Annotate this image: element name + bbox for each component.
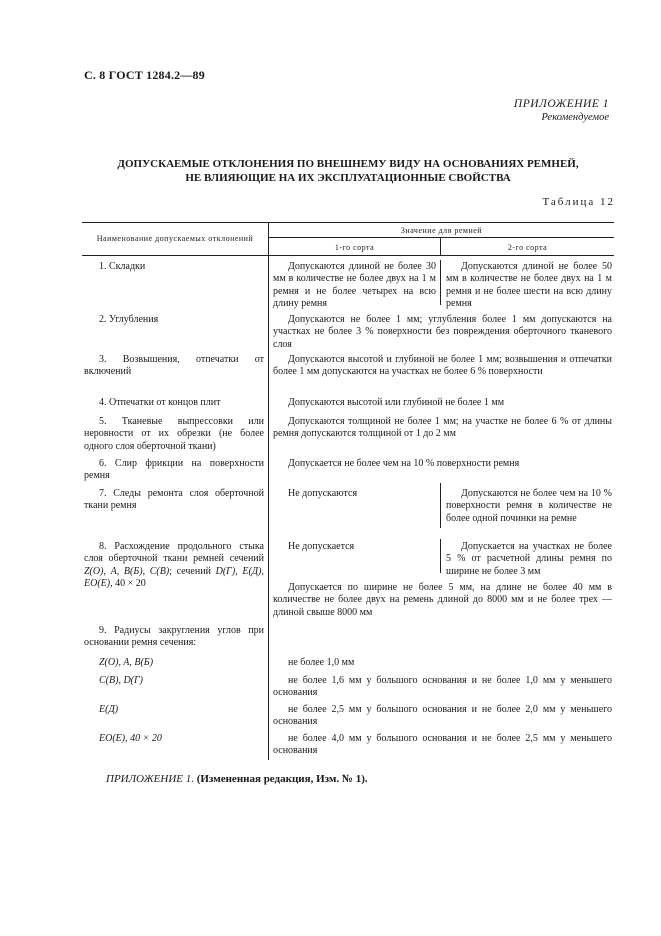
section-b: B(Б) xyxy=(123,565,143,577)
row-value-folds-grade2: Допускаются длиной не более 50 мм в количестве не более двух на 1 м ремня и не более шести на всю длину ремня xyxy=(446,261,612,309)
column-header-grade1: 1-го сорта xyxy=(334,243,375,252)
row-value-fabric-extrusions: Допускаются толщиной не более 1 мм; на участке не более 6 % от длины ремня допускаются толщиной от 1 до 2 мм xyxy=(273,416,612,440)
section-d: D(Г) xyxy=(215,565,236,577)
column-header-name: Наименование допускаемых отклонений xyxy=(96,234,254,243)
row-value-plate-marks: Допускаются высотой или глубиной не более 1 мм xyxy=(288,397,505,408)
header-bottom-rule xyxy=(82,255,614,256)
row-name-recesses: 2. Углубления xyxy=(99,314,159,325)
radius-section-e: E(Д) xyxy=(99,704,119,715)
table-top-rule xyxy=(82,222,614,223)
column-divider-main xyxy=(268,222,269,760)
row-value-protrusions: Допускаются высотой и глубиной не более 1 мм; возвышения и отпечатки более 1 мм допускаются на участках не более 6 % поверхности xyxy=(273,354,612,378)
radius-value-z-a-b: не более 1,0 мм xyxy=(288,657,355,668)
appendix-status: Рекомендуемое xyxy=(541,112,609,123)
section-z: Z(O) xyxy=(84,565,104,577)
row-name-plate-marks: 4. Отпечатки от концов плит xyxy=(99,397,221,408)
row-value-seam-sections: Допускается по ширине не более 5 мм, на длине не более 40 мм в количестве не более двух на ремень длиной до 8000 мм и не более трех — длиной свыше 8000 мм xyxy=(273,582,612,618)
section-e: E(Д) xyxy=(242,565,262,577)
row-name-friction-layer: 6. Слир фрикции на поверхности ремня xyxy=(84,458,264,482)
grade-divider-row8 xyxy=(440,539,441,573)
sep-3: , xyxy=(142,565,150,577)
title-line-1: ДОПУСКАЕМЫЕ ОТКЛОНЕНИЯ ПО ВНЕШНЕМУ ВИДУ НА ОСНОВАНИЯХ РЕМНЕЙ, xyxy=(117,158,579,170)
row-name-corner-radii: 9. Радиусы закругления углов при основании ремня сечения: xyxy=(84,625,264,649)
seam-text-a: 8. Расхождение продольного стыка слоя оберточной ткани ремней сечений xyxy=(84,541,264,565)
row-value-repair-marks-grade1: Не допускаются xyxy=(288,488,358,499)
footnote-ref: ПРИЛОЖЕНИЕ 1. xyxy=(106,773,194,785)
sep-4: , xyxy=(235,565,243,577)
footnote xyxy=(106,773,368,785)
radius-value-e: не более 2,5 мм у большого основания и не более 2,0 мм у меньшего основания xyxy=(273,704,612,728)
column-header-grade2: 2-го сорта xyxy=(507,243,548,252)
value-header-rule xyxy=(269,237,614,238)
row-name-protrusions: 3. Возвышения, отпечатки от включений xyxy=(84,354,264,378)
row-name-fabric-extrusions: 5. Тканевые выпрессовки или неровности от их обрезки (не более одного слоя оберточной ткани) xyxy=(84,416,264,452)
row-value-friction-layer: Допускается не более чем на 10 % поверхности ремня xyxy=(288,458,520,469)
section-eo: EO(E) xyxy=(84,577,111,589)
radius-section-z-a-b: Z(O), A, B(Б) xyxy=(99,657,154,668)
grade-divider-row7 xyxy=(440,483,441,528)
row-value-repair-marks-grade2: Допускаются не более чем на 10 % поверхности ремня в количестве не более одной починки на ремне xyxy=(446,488,612,524)
row-name-seam-divergence xyxy=(84,541,264,590)
radius-value-eo: не более 4,0 мм у большого основания и не более 2,5 мм у меньшего основания xyxy=(273,733,612,757)
table-label: Таблица 12 xyxy=(542,196,615,208)
sep-2: , xyxy=(116,565,124,577)
row-name-folds: 1. Складки xyxy=(99,261,146,272)
row-value-recesses: Допускаются не более 1 мм; углубления более 1 мм допускаются на участках не более 3 % поверхности без повреждения оберточного тканевого слоя xyxy=(273,314,612,350)
radius-section-eo: EO(E), 40 × 20 xyxy=(99,733,162,744)
row-value-seam-grade2: Допускается на участках не более 5 % от расчетной длины ремня по ширине не более 3 мм xyxy=(446,541,612,577)
column-header-value: Значение для ремней xyxy=(400,226,483,235)
section-a: A xyxy=(110,565,117,577)
appendix-label xyxy=(514,97,609,125)
footnote-text: (Измененная редакция, Изм. № 1). xyxy=(193,773,368,785)
title-line-2: НЕ ВЛИЯЮЩИЕ НА ИХ ЭКСПЛУАТАЦИОННЫЕ СВОЙСТВА xyxy=(185,172,511,184)
seam-text-end: , 40 × 20 xyxy=(110,577,146,589)
radius-value-c-d: не более 1,6 мм у большого основания и не более 1,0 мм у меньшего основания xyxy=(273,675,612,699)
row-value-folds-grade1: Допускаются длиной не более 30 мм в количестве не более двух на 1 м ремня и не более четырех на всю длину ремня xyxy=(273,261,436,309)
document-title xyxy=(84,157,612,185)
row-value-seam-grade1: Не допускается xyxy=(288,541,355,552)
page-header: С. 8 ГОСТ 1284.2—89 xyxy=(84,68,205,82)
grade-divider-row1 xyxy=(440,260,441,305)
row-name-repair-marks: 7. Следы ремонта слоя оберточной ткани ремня xyxy=(84,488,264,512)
section-c: C(B) xyxy=(149,565,170,577)
appendix-number: ПРИЛОЖЕНИЕ 1 xyxy=(513,98,609,110)
sep-5: , xyxy=(261,565,264,577)
seam-text-mid: ; сечений xyxy=(169,565,216,577)
radius-section-c-d: C(B), D(Г) xyxy=(99,675,144,686)
sep-1: , xyxy=(103,565,111,577)
